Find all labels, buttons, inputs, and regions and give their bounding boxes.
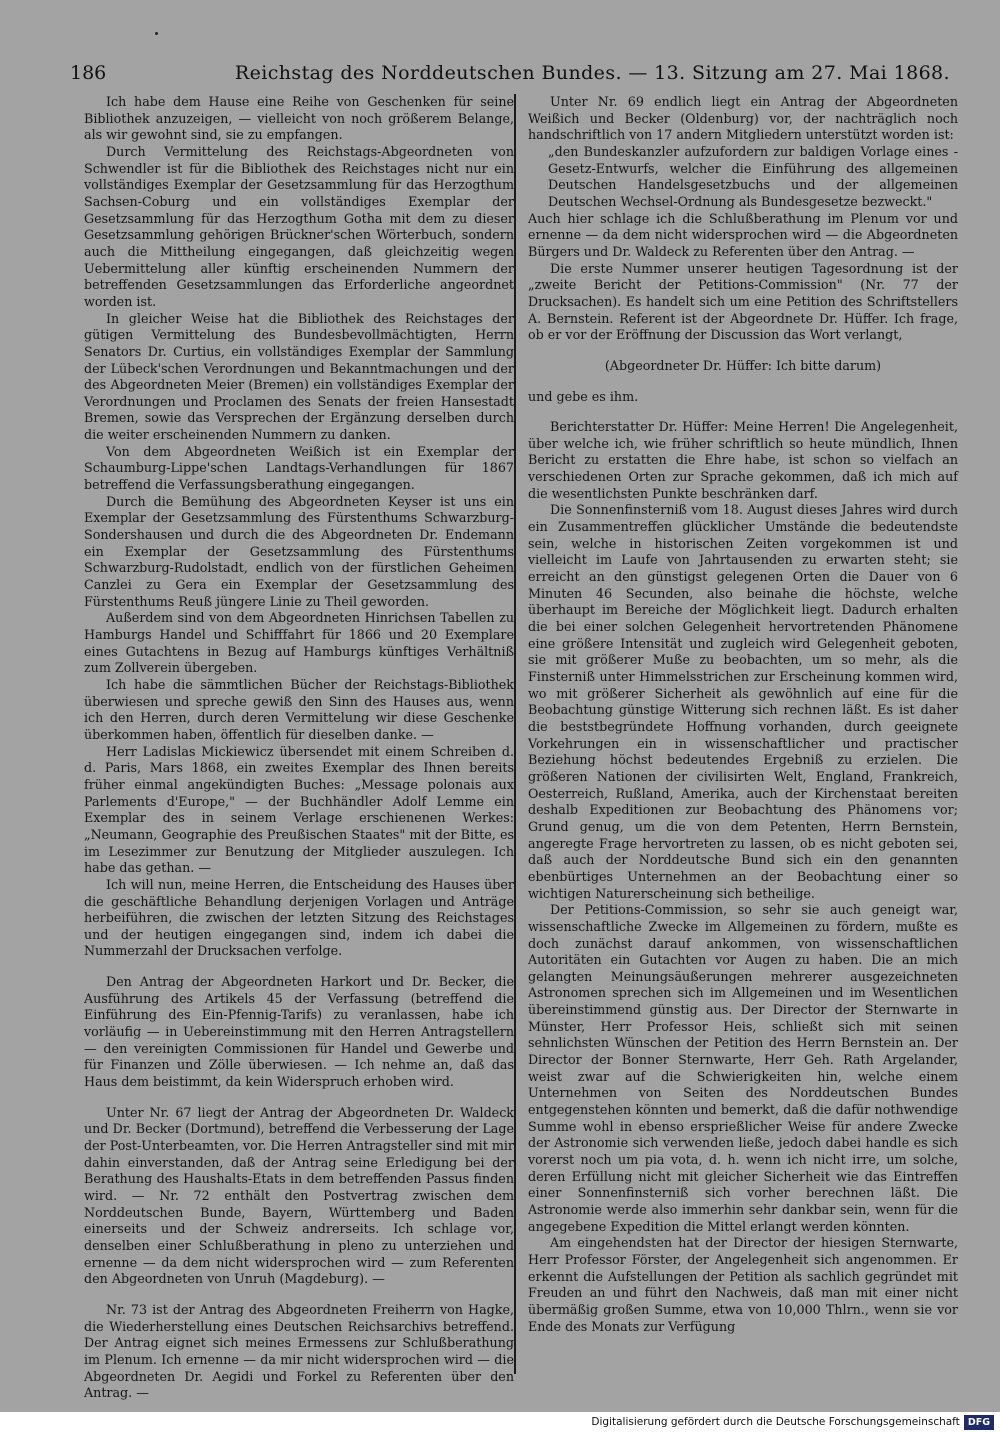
paragraph: Die erste Nummer unserer heutigen Tagesordnung ist der „zweite Bericht der Petitions-Commission" (Nr. 77 der Drucksachen). Es handelt sich um eine Petition des Schriftstellers A. Bernstein. Referent ist der Abgeordnete Dr. Hüffer. Ich frage, ob er vor der Eröffnung der Discussion das Wort verlangt, (528, 260, 958, 343)
paragraph: Der Petitions-Commission, so sehr sie auch geneigt war, wissenschaftliche Zwecke im Allgemeinen zu fördern, mußte es doch zunächst darauf ankommen, von wissenschaftlichen Autoritäten ein Gutachten vor Augen zu haben. Die an mich gelangten Meinungsäußerungen mehrerer ausgezeichneten Astronomen sprechen sich im Allgemeinen und im Wesentlichen übereinstimmend günstig aus. Der Director der Sternwarte in Münster, Herr Professor Heis, schließt sich mit seinen sehnlichsten Wünschen der Petition des Herrn Bernstein an. Der Director der Bonner Sternwarte, Herr Geh. Rath Argelander, weist zwar auf die Schwierigkeiten hin, welche einem Unternehmen von Seiten des Norddeutschen Bundes entgegenstehen könnten und bemerkt, daß die dafür nothwendige Summe wohl in ebenso ersprießlicher Weise für andere Zwecke der Astronomie sich verwenden ließe, jedoch dabei handle es sich vorerst noch um pia vota, d. h. wenn ich nicht irre, um solche, deren Erfüllung nicht mit gleicher Sicherheit wie das Eintreffen einer Sonnenfinsterniß sich vorher berechnen läßt. Die Astronomie werde also immerhin sehr dankbar sein, wenn für die angegebene Expedition die Mittel erlangt werden könnten. (528, 902, 958, 1234)
ink-speck (155, 32, 158, 35)
running-head: Reichstag des Norddeutschen Bundes. — 13. Sitzung am 27. Mai 1868. (234, 62, 950, 84)
paragraph: Unter Nr. 67 liegt der Antrag der Abgeordneten Dr. Waldeck und Dr. Becker (Dortmund), betreffend die Verbesserung der Lage der Post-Unterbeamten, vor. Die Herren Antragsteller sind mit mir dahin einverstanden, daß der Antrag seine Erledigung bei der Berathung des Haushalts-Etats in dem betreffenden Passus finden wird. — Nr. 72 enthält den Postvertrag zwischen dem Norddeutschen Bunde, Bayern, Württemberg und Baden einerseits und der Schweiz andrerseits. Ich schlage vor, denselben einer Schlußberathung in pleno zu unterziehen und ernenne — da dem nicht widersprochen wird — zum Referenten den Abgeordneten von Unruh (Magdeburg). — (84, 1104, 514, 1287)
paragraph: Ich habe die sämmtlichen Bücher der Reichstags-Bibliothek überwiesen und spreche gewiß den Sinn des Hauses aus, wenn ich den Herren, durch deren Vermittelung wir diese Geschenke überkommen haben, öffentlich für dieselben danke. — (84, 676, 514, 742)
left-column (84, 94, 514, 1402)
paragraph: Durch Vermittelung des Reichstags-Abgeordneten von Schwendler ist für die Bibliothek des Reichstages nicht nur ein vollständiges Exemplar der Gesetzsammlung für das Herzogthum Sachsen-Coburg und ein vollständiges Exemplar der Gesetzsammlung für das Herzogthum Gotha mit dem zu dieser Gesetzsammlung gehörigen Brückner'schen Wörterbuch, sondern auch die Mittheilung eingegangen, daß gleichzeitig wegen Uebermittelung aller künftig erscheinenden Nummern der betreffenden Gesetzsammlungen das Erforderliche angeordnet worden ist. (84, 143, 514, 309)
paragraph: Ich habe dem Hause eine Reihe von Geschenken für seine Bibliothek anzuzeigen, — vielleicht von noch größerem Belange, als wir gewohnt sind, sie zu empfangen. (84, 94, 514, 143)
spacer (84, 1091, 514, 1105)
paragraph: Auch hier schlage ich die Schlußberathung im Plenum vor und ernenne — da dem nicht widersprochen wird — die Abgeordneten Bürgers und Dr. Waldeck zu Referenten über den Antrag. — (528, 210, 958, 259)
spacer (84, 1288, 514, 1302)
paragraph: Außerdem sind von dem Abgeordneten Hinrichsen Tabellen zu Hamburgs Handel und Schifffahrt für 1866 und 20 Exemplare eines Gutachtens in Bezug auf Hamburgs künftiges Verhältniß zum Zollverein übergeben. (84, 610, 514, 676)
paragraph: Berichterstatter Dr. Hüffer: Meine Herren! Die Angelegenheit, über welche ich, wie früher schriftlich so heute mündlich, Ihnen Bericht zu erstatten die Ehre habe, ist schon so vielfach an verschiedenen Orten zur Sprache gekommen, daß ich mich auf die wesentlichsten Punkte beschränken darf. (528, 419, 958, 501)
spacer (528, 375, 958, 389)
paragraph: Herr Ladislas Mickiewicz übersendet mit einem Schreiben d. d. Paris, Mars 1868, ein zweites Exemplar des Ihnen bereits früher einmal angekündigten Buches: „Message polonais aux Parlements d'Europe," — der Buchhändler Adolf Lemme ein Exemplar des in seinem Verlage erschienenen Werkes: „Neumann, Geographie des Preußischen Staates" mit der Bitte, es im Lesezimmer zur Benutzung der Mitglieder auszulegen. Ich habe das gethan. — (84, 743, 514, 876)
paragraph: In gleicher Weise hat die Bibliothek des Reichstages der gütigen Vermittelung des Bundesbevollmächtigten, Herrn Senators Dr. Curtius, ein vollständiges Exemplar der Sammlung der Lübeck'schen Verordnungen und Bekanntmachungen und der des Abgeordneten Meier (Bremen) ein vollständiges Exemplar der Verordnungen und Proclamen des Senats der freien Hansestadt Bremen, sowie das Versprechen der Ergänzung derselben durch die weiter erscheinenden Nummern zu danken. (84, 310, 514, 443)
quoted-motion: „den Bundeskanzler aufzufordern zur baldigen Vorlage eines -Gesetz-Entwurfs, welcher die Einführung des allgemeinen Deutschen Handelsgesetzbuchs und der allgemeinen Deutschen Wechsel-Ordnung als Bundesgesetze bezweckt." (548, 143, 958, 209)
paragraph: Von dem Abgeordneten Weißich ist ein Exemplar der Schaumburg-Lippe'schen Landtags-Verhandlungen für 1867 betreffend die Verfassungsberathung eingegangen. (84, 443, 514, 493)
paragraph: Durch die Bemühung des Abgeordneten Keyser ist uns ein Exemplar der Gesetzsammlung des Fürstenthums Schwarzburg-Sondershausen und durch die des Abgeordneten Dr. Endemann ein Exemplar der Gesetzsammlung des Fürstenthums Schwarzburg-Rudolstadt, endlich von der fürstlichen Geheimen Canzlei zu Gera ein Exemplar der Gesetzsammlung des Fürstenthums Reuß jüngere Linie zu Theil geworden. (84, 493, 514, 609)
paragraph: Ich will nun, meine Herren, die Entscheidung des Hauses über die geschäftliche Behandlung derjenigen Vorlagen und Anträge herbeiführen, die zwischen der letzten Sitzung des Reichstages und der heutigen eingegangen sind, indem ich dabei die Nummerzahl der Drucksachen verfolge. (84, 876, 514, 959)
paragraph: Unter Nr. 69 endlich liegt ein Antrag der Abgeordneten Weißich und Becker (Oldenburg) vor, der nachträglich noch handschriftlich von 17 andern Mitgliedern unterstützt worden ist: (528, 94, 958, 143)
column-divider (514, 94, 516, 1374)
spacer (528, 405, 958, 419)
spacer (528, 344, 958, 358)
right-column (528, 94, 958, 1335)
footer-bar (0, 1412, 1000, 1432)
interjection: (Abgeordneter Dr. Hüffer: Ich bitte darum) (604, 357, 882, 373)
page-number: 186 (70, 62, 107, 84)
paragraph: Nr. 73 ist der Antrag des Abgeordneten Freiherrn von Hagke, die Wiederherstellung eines Deutschen Reichsarchivs betreffend. Der Antrag eignet sich meines Ermessens zur Schlußberathung im Plenum. Ich ernenne — da mir nicht widersprochen wird — die Abgeordneten Dr. Aegidi und Forkel zu Referenten über den Antrag. — (84, 1301, 514, 1401)
dfg-logo: DFG (964, 1415, 994, 1430)
spacer (84, 960, 514, 974)
paragraph: Den Antrag der Abgeordneten Harkort und Dr. Becker, die Ausführung des Artikels 45 der Verfassung (betreffend die Einführung des Ein-Pfennig-Tarifs) zu veranlassen, habe ich vorläufig — in Uebereinstimmung mit den Herren Antragstellern — den vereinigten Commissionen für Handel und Gewerbe und für Finanzen und Zölle überwiesen. — Ich nehme an, daß das Haus dem beistimmt, da kein Widerspruch erhoben wird. (84, 974, 514, 1090)
paragraph: Am eingehendsten hat der Director der hiesigen Sternwarte, Herr Professor Förster, der Angelegenheit sich angenommen. Er erkennt die Aufstellungen der Petition als sachlich gegründet mit Freuden an und führt den Nachweis, daß man mit einer nicht übermäßig großen Summe, etwa von 10,000 Thlrn., wenn sie vor Ende des Monats zur Verfügung (528, 1235, 958, 1334)
paragraph: Die Sonnenfinsterniß vom 18. August dieses Jahres wird durch ein Zusammentreffen glücklicher Umstände die bedeutendste sein, welche in historischen Zeiten vorgekommen ist und vielleicht im Laufe von Jahrtausenden zu erwarten steht; sie erreicht an den günstigst gelegenen Orten die Dauer von 6 Minuten 46 Secunden, also beinahe die höchste, welche überhaupt im Bereiche der Möglichkeit liegt. Dadurch erhalten die bei einer solchen Gelegenheit hervortretenden Phänomene eine größere Intensität und zugleich wird Gelegenheit geboten, sie mit größerer Muße zu beobachten, um so mehr, als die Finsterniß unter Himmelsstrichen zur Erscheinung kommen wird, wo mit größerer Sicherheit als gewöhnlich auf eine für die Beobachtung günstige Witterung sich rechnen läßt. Es ist daher die beststbegründete Hoffnung vorhanden, durch geeignete Vorkehrungen ein in wissenschaftlicher und practischer Beziehung höchst bedeutendes Ergebniß zu erzielen. Die größeren Nationen der civilisirten Welt, England, Frankreich, Oesterreich, Rußland, Amerika, auch der Kirchenstaat bereiten deshalb Expeditionen zur Beobachtung des Phänomens vor; Grund genug, um die von dem Petenten, Herrn Bernstein, angeregte Frage hervortreten zu lassen, ob es nicht geboten sei, daß auch der Norddeutsche Bund sich ein den genannten ebenbürtiges Unternehmen an der Beobachtung einer so wichtigen Naturerscheinung sich betheilige. (528, 502, 958, 901)
page-header (70, 58, 950, 88)
paragraph: und gebe es ihm. (528, 388, 639, 404)
digitization-credit: Digitalisierung gefördert durch die Deutsche Forschungsgemeinschaft (591, 1416, 960, 1428)
